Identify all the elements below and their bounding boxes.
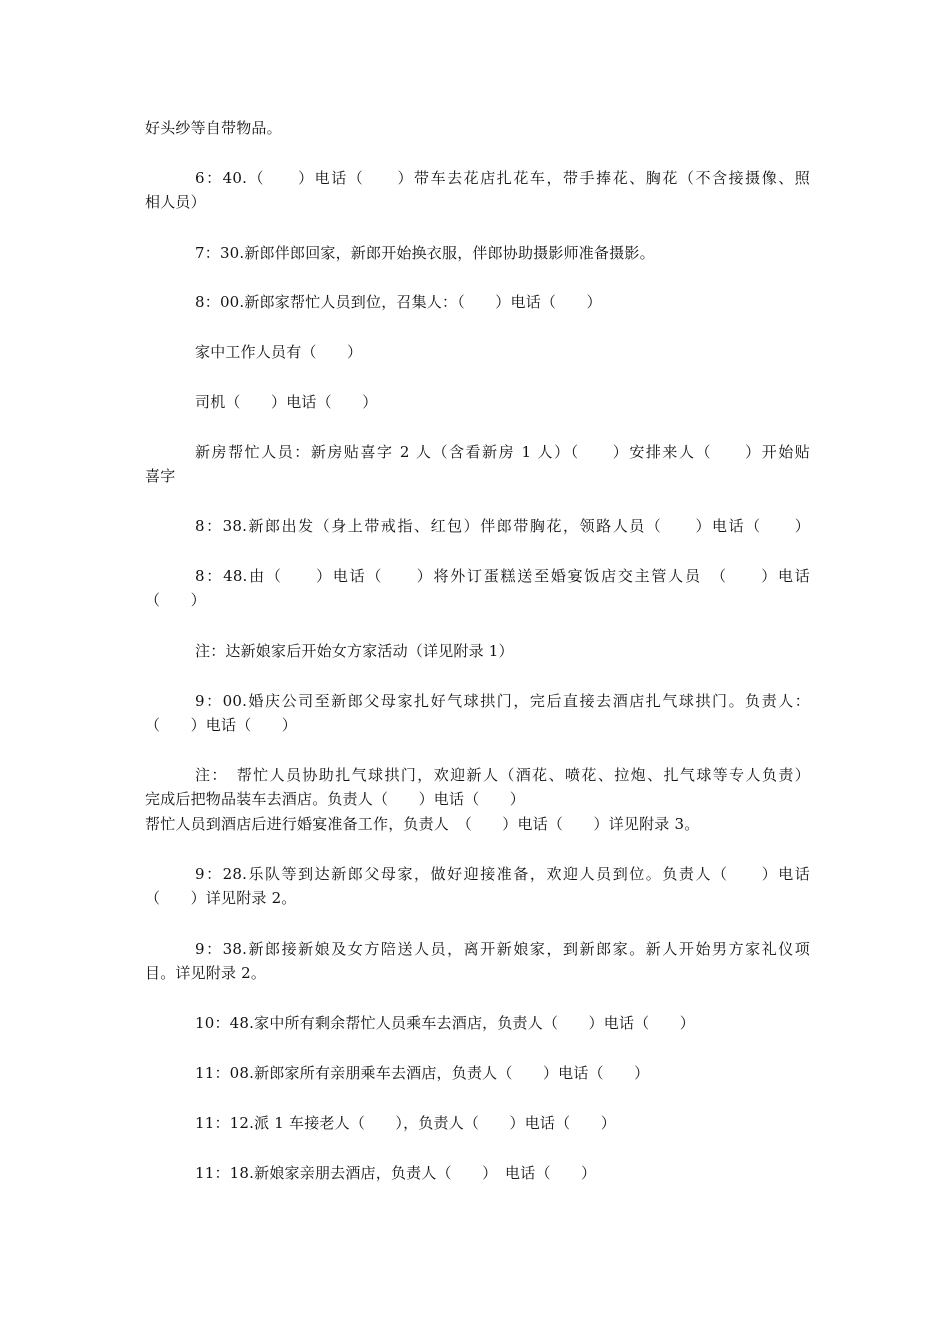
text-line: 8：48.由（ ）电话（ ）将外订蛋糕送至婚宴饭店交主管人员 （ ）电话	[195, 567, 810, 585]
text-line: 9：38.新郎接新娘及女方陪送人员，离开新娘家，到新郎家。新人开始男方家礼仪项	[195, 940, 810, 958]
text-line: 8：00.新郎家帮忙人员到位，召集人：（ ）电话（ ）	[195, 293, 602, 311]
text-line: 9：00.婚庆公司至新郎父母家扎好气球拱门，完后直接去酒店扎气球拱门。负责人：	[195, 692, 810, 710]
text-line: 目。详见附录 2。	[145, 964, 267, 982]
text-line: 帮忙人员到酒店后进行婚宴准备工作，负责人 （ ）电话（ ）详见附录 3。	[145, 815, 700, 833]
text-line: 司机（ ）电话（ ）	[195, 393, 378, 411]
text-line: 喜字	[145, 467, 176, 485]
text-line: （ ）	[145, 591, 206, 609]
text-line: 7：30.新郎伴郎回家，新郎开始换衣服，伴郎协助摄影师准备摄影。	[195, 244, 655, 262]
text-line: 10：48.家中所有剩余帮忙人员乘车去酒店，负责人（ ）电话（ ）	[195, 1014, 695, 1032]
text-line: （ ）详见附录 2。	[145, 889, 297, 907]
text-line: 注：达新娘家后开始女方家活动（详见附录 1）	[195, 642, 514, 660]
text-line: 11：18.新娘家亲朋去酒店，负责人（ ） 电话（ ）	[195, 1164, 597, 1182]
text-line: 11：12.派 1 车接老人（ ），负责人（ ）电话（ ）	[195, 1114, 616, 1132]
text-line: 新房帮忙人员：新房贴喜字 2 人（含看新房 1 人）（ ）安排来人（ ）开始贴	[195, 443, 810, 461]
text-line: 完成后把物品装车去酒店。负责人（ ）电话（ ）	[145, 790, 526, 808]
text-line: 9：28.乐队等到达新郎父母家，做好迎接准备，欢迎人员到位。负责人（ ）电话	[195, 865, 810, 883]
text-line: 家中工作人员有（ ）	[195, 343, 363, 361]
text-line: 6：40.（ ）电话（ ）带车去花店扎花车，带手捧花、胸花（不含接摄像、照	[195, 169, 810, 187]
text-line: 8：38.新郎出发（身上带戒指、红包）伴郎带胸花，领路人员（ ）电话（ ）	[195, 517, 810, 535]
text-line: （ ）电话（ ）	[145, 716, 298, 734]
text-line: 相人员）	[145, 193, 206, 211]
text-line: 好头纱等自带物品。	[145, 119, 282, 137]
text-line: 11：08.新郎家所有亲朋乘车去酒店，负责人（ ）电话（ ）	[195, 1064, 650, 1082]
text-line: 注： 帮忙人员协助扎气球拱门，欢迎新人（酒花、喷花、拉炮、扎气球等专人负责）	[195, 766, 810, 784]
